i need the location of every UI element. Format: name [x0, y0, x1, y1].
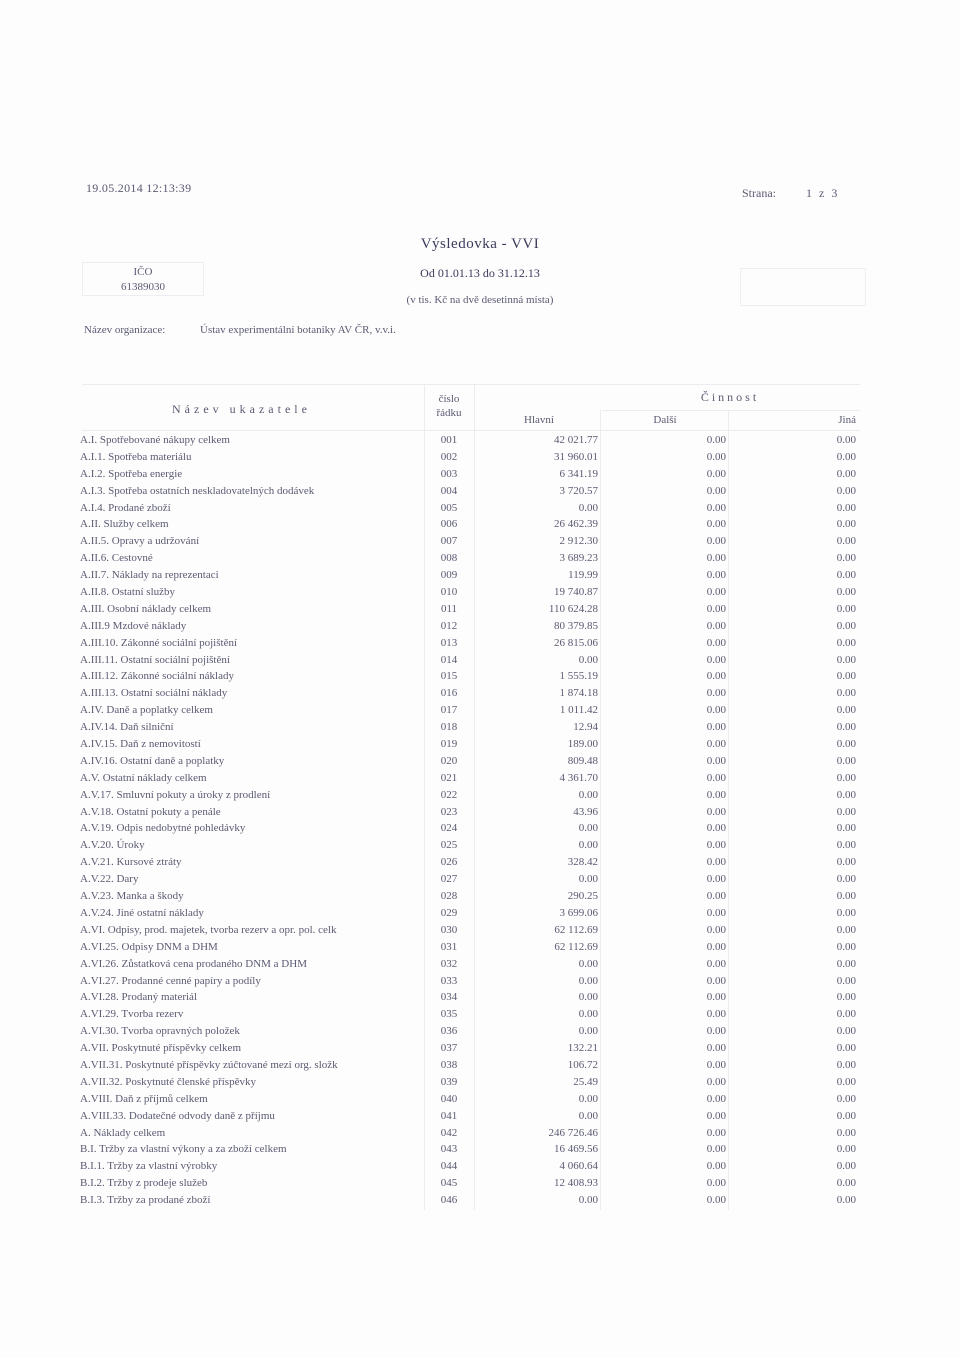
row-label: A.IV. Daně a poplatky celkem — [80, 704, 213, 717]
value-other: 0.00 — [706, 1025, 726, 1038]
value-other: 0.00 — [706, 957, 726, 970]
report-period: Od 01.01.13 do 31.12.13 — [420, 266, 540, 280]
value-other: 0.00 — [706, 890, 726, 903]
value-main: 0.00 — [578, 1109, 598, 1122]
column-header-activity: Činnost — [700, 390, 760, 404]
value-main: 0.00 — [578, 974, 598, 987]
value-main: 246 726.46 — [548, 1126, 598, 1139]
value-other: 0.00 — [706, 923, 726, 936]
table-row — [80, 854, 860, 871]
row-number: 040 — [440, 1092, 458, 1105]
header-empty-box — [740, 268, 866, 306]
table-row — [80, 685, 860, 702]
row-label: B.I.2. Tržby z prodeje služeb — [80, 1177, 208, 1190]
value-other: 0.00 — [706, 1008, 726, 1021]
value-other: 0.00 — [706, 586, 726, 599]
organization-label: Název organizace: — [84, 324, 166, 336]
value-main: 43.96 — [573, 805, 598, 818]
value-different: 0.00 — [836, 957, 856, 970]
row-label: A.II.7. Náklady na reprezentaci — [80, 569, 219, 582]
row-number: 024 — [440, 822, 458, 835]
row-number: 015 — [440, 670, 458, 683]
table-row — [80, 567, 860, 584]
row-label: A.III. Osobní náklady celkem — [80, 602, 212, 615]
table-row — [80, 1175, 860, 1192]
row-label: A.V. Ostatní náklady celkem — [80, 771, 207, 784]
value-main: 189.00 — [567, 738, 598, 751]
row-number: 004 — [440, 484, 458, 497]
table-row — [80, 449, 860, 466]
value-different: 0.00 — [836, 586, 856, 599]
value-main: 3 720.57 — [559, 484, 598, 497]
document-title: Výsledovka - VVI — [420, 236, 540, 252]
row-label: A.IV.14. Daň silniční — [80, 721, 174, 734]
table-row — [80, 1141, 860, 1158]
value-different: 0.00 — [836, 484, 856, 497]
value-other: 0.00 — [706, 1177, 726, 1190]
table-row — [80, 1108, 860, 1125]
row-label: A.II.5. Opravy a udržování — [80, 535, 200, 548]
table-row — [80, 956, 860, 973]
value-other: 0.00 — [706, 991, 726, 1004]
value-other: 0.00 — [706, 822, 726, 835]
row-label: A.VI. Odpisy, prod. majetek, tvorba rezerv a opr. pol. celk — [80, 923, 337, 936]
value-other: 0.00 — [706, 552, 726, 565]
row-number: 019 — [440, 738, 458, 751]
value-different: 0.00 — [836, 602, 856, 615]
value-main: 328.42 — [567, 856, 598, 869]
value-other: 0.00 — [706, 974, 726, 987]
value-main: 6 341.19 — [559, 467, 598, 480]
table-row — [80, 753, 860, 770]
value-other: 0.00 — [706, 484, 726, 497]
row-label: A.VI.25. Odpisy DNM a DHM — [80, 940, 218, 953]
column-header-main: Hlavní — [524, 414, 554, 426]
value-main: 1 555.19 — [559, 670, 598, 683]
value-main: 0.00 — [578, 873, 598, 886]
value-main: 0.00 — [578, 653, 598, 666]
row-number: 046 — [440, 1194, 458, 1207]
row-label: A.VI.29. Tvorba rezerv — [80, 1008, 184, 1021]
row-label: A.V.17. Smluvní pokuty a úroky z prodlení — [80, 788, 271, 801]
value-main: 3 689.23 — [559, 552, 598, 565]
row-label: A.V.19. Odpis nedobytné pohledávky — [80, 822, 246, 835]
value-main: 62 112.69 — [554, 940, 598, 953]
value-other: 0.00 — [706, 518, 726, 531]
value-main: 0.00 — [578, 957, 598, 970]
value-other: 0.00 — [706, 1109, 726, 1122]
value-different: 0.00 — [836, 1109, 856, 1122]
value-other: 0.00 — [706, 856, 726, 869]
table-row — [80, 500, 860, 517]
value-other: 0.00 — [706, 805, 726, 818]
table-row — [80, 837, 860, 854]
value-other: 0.00 — [706, 906, 726, 919]
value-main: 26 815.06 — [554, 636, 598, 649]
value-different: 0.00 — [836, 1008, 856, 1021]
row-label: A.VI.28. Prodaný materiál — [80, 991, 197, 1004]
row-number: 003 — [440, 467, 458, 480]
page-number: 1 z 3 — [806, 186, 840, 200]
value-other: 0.00 — [706, 1143, 726, 1156]
row-number: 021 — [440, 771, 458, 784]
value-main: 12.94 — [573, 721, 598, 734]
row-label: A.VIII. Daň z příjmů celkem — [80, 1092, 208, 1105]
row-label: A.I. Spotřebované nákupy celkem — [80, 434, 230, 446]
value-main: 119.99 — [568, 569, 598, 582]
value-different: 0.00 — [836, 518, 856, 531]
units-note: (v tis. Kč na dvě desetinná místa) — [406, 294, 554, 306]
value-different: 0.00 — [836, 856, 856, 869]
row-number: 039 — [440, 1075, 458, 1088]
row-label: A.III.12. Zákonné sociální náklady — [80, 670, 234, 683]
value-different: 0.00 — [836, 788, 856, 801]
row-label: A.III.11. Ostatní sociální pojištění — [80, 653, 230, 666]
table-row — [80, 618, 860, 635]
row-label: A.V.20. Úroky — [80, 839, 145, 852]
row-label: A.V.21. Kursové ztráty — [80, 856, 182, 869]
row-label: A.II. Služby celkem — [80, 518, 169, 531]
row-number: 035 — [440, 1008, 458, 1021]
value-other: 0.00 — [706, 1194, 726, 1207]
value-different: 0.00 — [836, 687, 856, 700]
row-number: 027 — [440, 873, 458, 886]
table-row — [80, 1125, 860, 1142]
value-different: 0.00 — [836, 1058, 856, 1071]
table-row — [80, 432, 860, 449]
value-other: 0.00 — [706, 1092, 726, 1105]
table-row — [80, 1023, 860, 1040]
value-other: 0.00 — [706, 1160, 726, 1173]
row-number: 006 — [440, 518, 458, 531]
row-number: 032 — [440, 957, 458, 970]
row-label: A.IV.15. Daň z nemovitostí — [80, 738, 201, 751]
row-label: A.I.2. Spotřeba energie — [80, 467, 183, 480]
value-other: 0.00 — [706, 636, 726, 649]
table-row — [80, 702, 860, 719]
value-main: 4 361.70 — [559, 771, 598, 784]
row-number: 012 — [440, 619, 458, 632]
table-row — [80, 1040, 860, 1057]
row-number: 041 — [440, 1109, 458, 1122]
table-row — [80, 1091, 860, 1108]
column-header-row-number-line1: číslo — [438, 393, 460, 405]
table-row — [80, 871, 860, 888]
value-main: 0.00 — [578, 501, 598, 514]
row-number: 009 — [440, 569, 458, 582]
value-different: 0.00 — [836, 1160, 856, 1173]
row-number: 014 — [440, 653, 458, 666]
table-row — [80, 533, 860, 550]
value-main: 19 740.87 — [554, 586, 598, 599]
row-label: A.III.9 Mzdové náklady — [80, 619, 187, 632]
row-label: A.V.22. Dary — [80, 873, 139, 886]
row-number: 028 — [440, 890, 458, 903]
row-number: 029 — [440, 906, 458, 919]
value-other: 0.00 — [706, 467, 726, 480]
column-header-name: Název ukazatele — [172, 402, 311, 416]
page-label: Strana: — [742, 186, 776, 200]
value-different: 0.00 — [836, 940, 856, 953]
column-header-row-number — [426, 392, 472, 420]
row-number: 005 — [440, 501, 458, 514]
table-row — [80, 787, 860, 804]
table-row — [80, 550, 860, 567]
value-other: 0.00 — [706, 1126, 726, 1139]
value-main: 106.72 — [567, 1058, 598, 1071]
table-row — [80, 483, 860, 500]
row-number: 030 — [440, 923, 458, 936]
row-number: 008 — [440, 552, 458, 565]
row-number: 023 — [440, 805, 458, 818]
value-different: 0.00 — [836, 721, 856, 734]
row-label: B.I.3. Tržby za prodané zboží — [80, 1194, 211, 1207]
value-main: 0.00 — [578, 1025, 598, 1038]
row-number: 010 — [440, 586, 458, 599]
value-different: 0.00 — [836, 704, 856, 717]
value-other: 0.00 — [706, 653, 726, 666]
value-other: 0.00 — [706, 1058, 726, 1071]
print-timestamp: 19.05.2014 12:13:39 — [86, 181, 192, 195]
value-main: 25.49 — [573, 1075, 598, 1088]
value-different: 0.00 — [836, 535, 856, 548]
table-row — [80, 922, 860, 939]
value-different: 0.00 — [836, 923, 856, 936]
table-row — [80, 584, 860, 601]
value-main: 0.00 — [578, 788, 598, 801]
value-different: 0.00 — [836, 738, 856, 751]
row-number: 038 — [440, 1058, 458, 1071]
row-label: A.II.8. Ostatní služby — [80, 586, 176, 599]
value-different: 0.00 — [836, 1042, 856, 1055]
table-row — [80, 973, 860, 990]
header-bottom-rule — [82, 430, 860, 431]
value-other: 0.00 — [706, 501, 726, 514]
value-main: 0.00 — [578, 839, 598, 852]
value-different: 0.00 — [836, 771, 856, 784]
column-header-row-number-line2: řádku — [436, 407, 462, 419]
ico-value: 61389030 — [121, 281, 165, 293]
value-other: 0.00 — [706, 602, 726, 615]
value-main: 110 624.28 — [548, 602, 598, 615]
row-label: A.V.23. Manka a škody — [80, 890, 184, 903]
row-number: 017 — [440, 704, 458, 717]
value-different: 0.00 — [836, 906, 856, 919]
value-main: 31 960.01 — [554, 450, 598, 463]
row-label: A.IV.16. Ostatní daně a poplatky — [80, 754, 225, 767]
table-row — [80, 736, 860, 753]
value-other: 0.00 — [706, 687, 726, 700]
row-number: 045 — [440, 1177, 458, 1190]
value-different: 0.00 — [836, 434, 856, 446]
value-main: 42 021.77 — [554, 434, 598, 446]
row-number: 002 — [440, 450, 458, 463]
value-main: 0.00 — [578, 1008, 598, 1021]
row-label: A. Náklady celkem — [80, 1126, 166, 1139]
row-number: 044 — [440, 1160, 458, 1173]
value-other: 0.00 — [706, 434, 726, 446]
table-row — [80, 719, 860, 736]
row-label: A.VIII.33. Dodatečné odvody daně z příjmu — [80, 1109, 275, 1122]
value-different: 0.00 — [836, 467, 856, 480]
row-label: A.I.4. Prodané zboží — [80, 501, 171, 514]
value-different: 0.00 — [836, 552, 856, 565]
value-different: 0.00 — [836, 839, 856, 852]
row-label: A.III.13. Ostatní sociální náklady — [80, 687, 228, 700]
value-different: 0.00 — [836, 1126, 856, 1139]
value-main: 132.21 — [567, 1042, 598, 1055]
row-label: B.I. Tržby za vlastní výkony a za zboží celkem — [80, 1143, 287, 1156]
value-other: 0.00 — [706, 1075, 726, 1088]
table-row — [80, 466, 860, 483]
table-row — [80, 1192, 860, 1209]
row-label: A.VII. Poskytnuté příspěvky celkem — [80, 1042, 241, 1055]
table-row — [80, 1006, 860, 1023]
row-number: 043 — [440, 1143, 458, 1156]
row-number: 037 — [440, 1042, 458, 1055]
table-row — [80, 939, 860, 956]
value-different: 0.00 — [836, 991, 856, 1004]
value-other: 0.00 — [706, 738, 726, 751]
row-number: 018 — [440, 721, 458, 734]
value-other: 0.00 — [706, 721, 726, 734]
value-main: 12 408.93 — [554, 1177, 598, 1190]
table-body — [80, 432, 860, 1209]
table-row — [80, 770, 860, 787]
value-other: 0.00 — [706, 754, 726, 767]
value-different: 0.00 — [836, 670, 856, 683]
table-top-rule — [82, 384, 860, 385]
value-other: 0.00 — [706, 619, 726, 632]
row-label: A.III.10. Zákonné sociální pojištění — [80, 636, 238, 649]
table-row — [80, 652, 860, 669]
row-label: A.VI.30. Tvorba opravných položek — [80, 1025, 240, 1038]
table-row — [80, 905, 860, 922]
row-label: A.V.24. Jiné ostatní náklady — [80, 906, 204, 919]
value-main: 0.00 — [578, 1092, 598, 1105]
row-number: 033 — [440, 974, 458, 987]
column-header-other: Další — [653, 414, 677, 426]
value-different: 0.00 — [836, 1143, 856, 1156]
row-label: A.VII.31. Poskytnuté příspěvky zúčtované mezi org. složk — [80, 1058, 338, 1071]
value-main: 1 874.18 — [559, 687, 598, 700]
table-row — [80, 635, 860, 652]
row-number: 013 — [440, 636, 458, 649]
table-row — [80, 820, 860, 837]
table-row — [80, 601, 860, 618]
value-different: 0.00 — [836, 569, 856, 582]
value-different: 0.00 — [836, 822, 856, 835]
row-label: B.I.1. Tržby za vlastní výrobky — [80, 1160, 218, 1173]
row-number: 036 — [440, 1025, 458, 1038]
organization-name: Ústav experimentální botaniky AV ČR, v.v.i. — [200, 324, 396, 336]
table-row — [80, 1057, 860, 1074]
value-main: 2 912.30 — [559, 535, 598, 548]
value-main: 16 469.56 — [554, 1143, 598, 1156]
value-other: 0.00 — [706, 771, 726, 784]
table-row — [80, 1074, 860, 1091]
value-other: 0.00 — [706, 1042, 726, 1055]
row-number: 026 — [440, 856, 458, 869]
value-other: 0.00 — [706, 873, 726, 886]
row-number: 034 — [440, 991, 458, 1004]
value-different: 0.00 — [836, 636, 856, 649]
row-number: 025 — [440, 839, 458, 852]
row-number: 031 — [440, 940, 458, 953]
row-label: A.VII.32. Poskytnuté členské příspěvky — [80, 1075, 256, 1088]
value-main: 62 112.69 — [554, 923, 598, 936]
row-number: 022 — [440, 788, 458, 801]
value-different: 0.00 — [836, 653, 856, 666]
row-number: 007 — [440, 535, 458, 548]
value-main: 0.00 — [578, 1194, 598, 1207]
value-different: 0.00 — [836, 1025, 856, 1038]
value-different: 0.00 — [836, 754, 856, 767]
value-different: 0.00 — [836, 450, 856, 463]
row-label: A.I.1. Spotřeba materiálu — [80, 450, 192, 463]
row-label: A.VI.26. Zůstatková cena prodaného DNM a DHM — [80, 957, 307, 970]
value-different: 0.00 — [836, 1194, 856, 1207]
value-other: 0.00 — [706, 569, 726, 582]
value-other: 0.00 — [706, 704, 726, 717]
table-row — [80, 516, 860, 533]
value-different: 0.00 — [836, 974, 856, 987]
value-other: 0.00 — [706, 450, 726, 463]
column-header-different: Jiná — [838, 414, 856, 426]
value-main: 1 011.42 — [559, 704, 598, 717]
value-different: 0.00 — [836, 619, 856, 632]
ico-label: IČO — [133, 266, 153, 278]
value-main: 80 379.85 — [554, 619, 598, 632]
value-main: 290.25 — [567, 890, 598, 903]
value-different: 0.00 — [836, 890, 856, 903]
table-row — [80, 668, 860, 685]
row-label: A.I.3. Spotřeba ostatních neskladovatelných dodávek — [80, 484, 315, 497]
row-label: A.VI.27. Prodanné cenné papíry a podíly — [80, 974, 261, 987]
activity-rule — [602, 410, 860, 411]
value-different: 0.00 — [836, 1092, 856, 1105]
row-number: 042 — [440, 1126, 458, 1139]
table-row — [80, 804, 860, 821]
value-main: 26 462.39 — [554, 518, 598, 531]
value-different: 0.00 — [836, 1075, 856, 1088]
table-row — [80, 989, 860, 1006]
row-number: 016 — [440, 687, 458, 700]
value-different: 0.00 — [836, 1177, 856, 1190]
value-main: 3 699.06 — [559, 906, 598, 919]
value-other: 0.00 — [706, 940, 726, 953]
row-number: 001 — [440, 434, 458, 446]
value-different: 0.00 — [836, 501, 856, 514]
value-different: 0.00 — [836, 805, 856, 818]
value-main: 0.00 — [578, 991, 598, 1004]
value-other: 0.00 — [706, 670, 726, 683]
value-different: 0.00 — [836, 873, 856, 886]
value-main: 809.48 — [567, 754, 598, 767]
value-other: 0.00 — [706, 535, 726, 548]
value-other: 0.00 — [706, 788, 726, 801]
row-label: A.V.18. Ostatní pokuty a penále — [80, 805, 221, 818]
value-main: 4 060.64 — [559, 1160, 598, 1173]
row-number: 020 — [440, 754, 458, 767]
value-main: 0.00 — [578, 822, 598, 835]
table-row — [80, 888, 860, 905]
value-other: 0.00 — [706, 839, 726, 852]
table-row — [80, 1158, 860, 1175]
row-number: 011 — [440, 602, 458, 615]
row-label: A.II.6. Cestovné — [80, 552, 153, 565]
